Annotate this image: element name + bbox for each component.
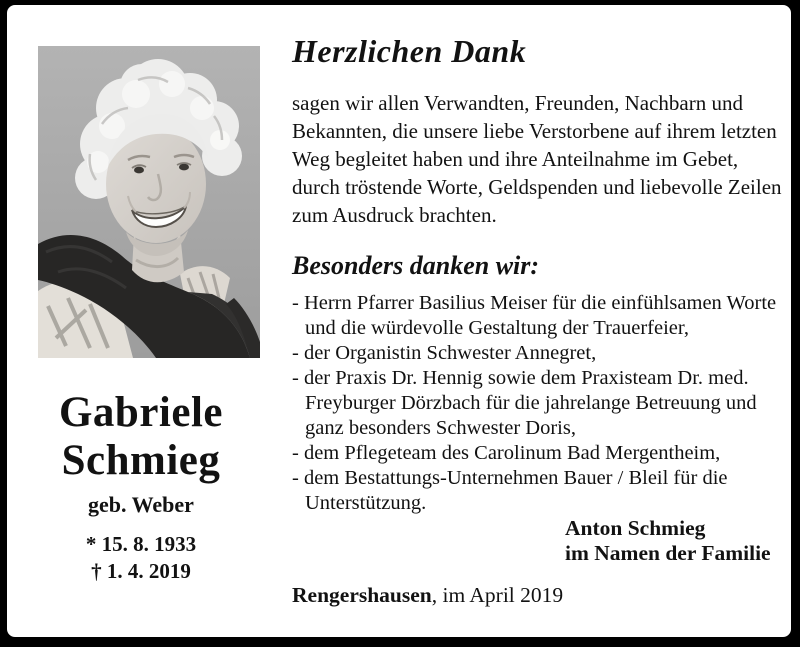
signature-line2: im Namen der Familie: [565, 541, 771, 565]
portrait-photo-image: [38, 46, 260, 358]
thanks-item: - der Praxis Dr. Hennig sowie dem Praxisteam Dr. med. Freyburger Dörzbach für die jahrelange Betreuung und ganz besonders Schwester Doris,: [292, 367, 757, 439]
dateline-rest: , im April 2019: [431, 583, 564, 607]
life-dates: [7, 531, 275, 585]
maiden-name: geb. Weber: [88, 492, 194, 517]
memorial-card: [7, 5, 791, 637]
thanks-item: - Herrn Pfarrer Basilius Meiser für die einfühlsamen Worte und die würdevolle Gestaltung der Trauerfeier,: [292, 292, 777, 339]
thanks-list: [292, 291, 784, 516]
thanks-item: - dem Pflegeteam des Carolinum Bad Mergentheim,: [292, 442, 721, 464]
signature-block: [565, 516, 791, 566]
card-title: Herzlichen Dank: [292, 33, 527, 69]
dateline: [292, 583, 784, 608]
intro-paragraph: sagen wir allen Verwandten, Freunden, Nachbarn und Bekannten, die unsere liebe Verstorbene auf ihrem letzten Weg begleitet haben und ihre Anteilnahme im Gebet, durch tröstende Worte, Geldspenden und liebevolle Zeilen zum Ausdruck brachten.: [292, 91, 782, 227]
deceased-name: [7, 389, 275, 485]
portrait-photo: [38, 46, 260, 358]
birth-date: * 15. 8. 1933: [85, 532, 197, 556]
thanks-heading: Besonders danken wir:: [292, 251, 540, 280]
thanks-item: - der Organistin Schwester Annegret,: [292, 342, 597, 364]
signature-name: Anton Schmieg: [565, 516, 706, 540]
thanks-item: - dem Bestattungs-Unternehmen Bauer / Bleil für die Unterstützung.: [292, 467, 728, 514]
dateline-place: Rengershausen: [292, 583, 432, 607]
deceased-last-name: Schmieg: [61, 437, 221, 484]
deceased-first-name: Gabriele: [58, 389, 223, 436]
death-date: † 1. 4. 2019: [91, 559, 191, 583]
